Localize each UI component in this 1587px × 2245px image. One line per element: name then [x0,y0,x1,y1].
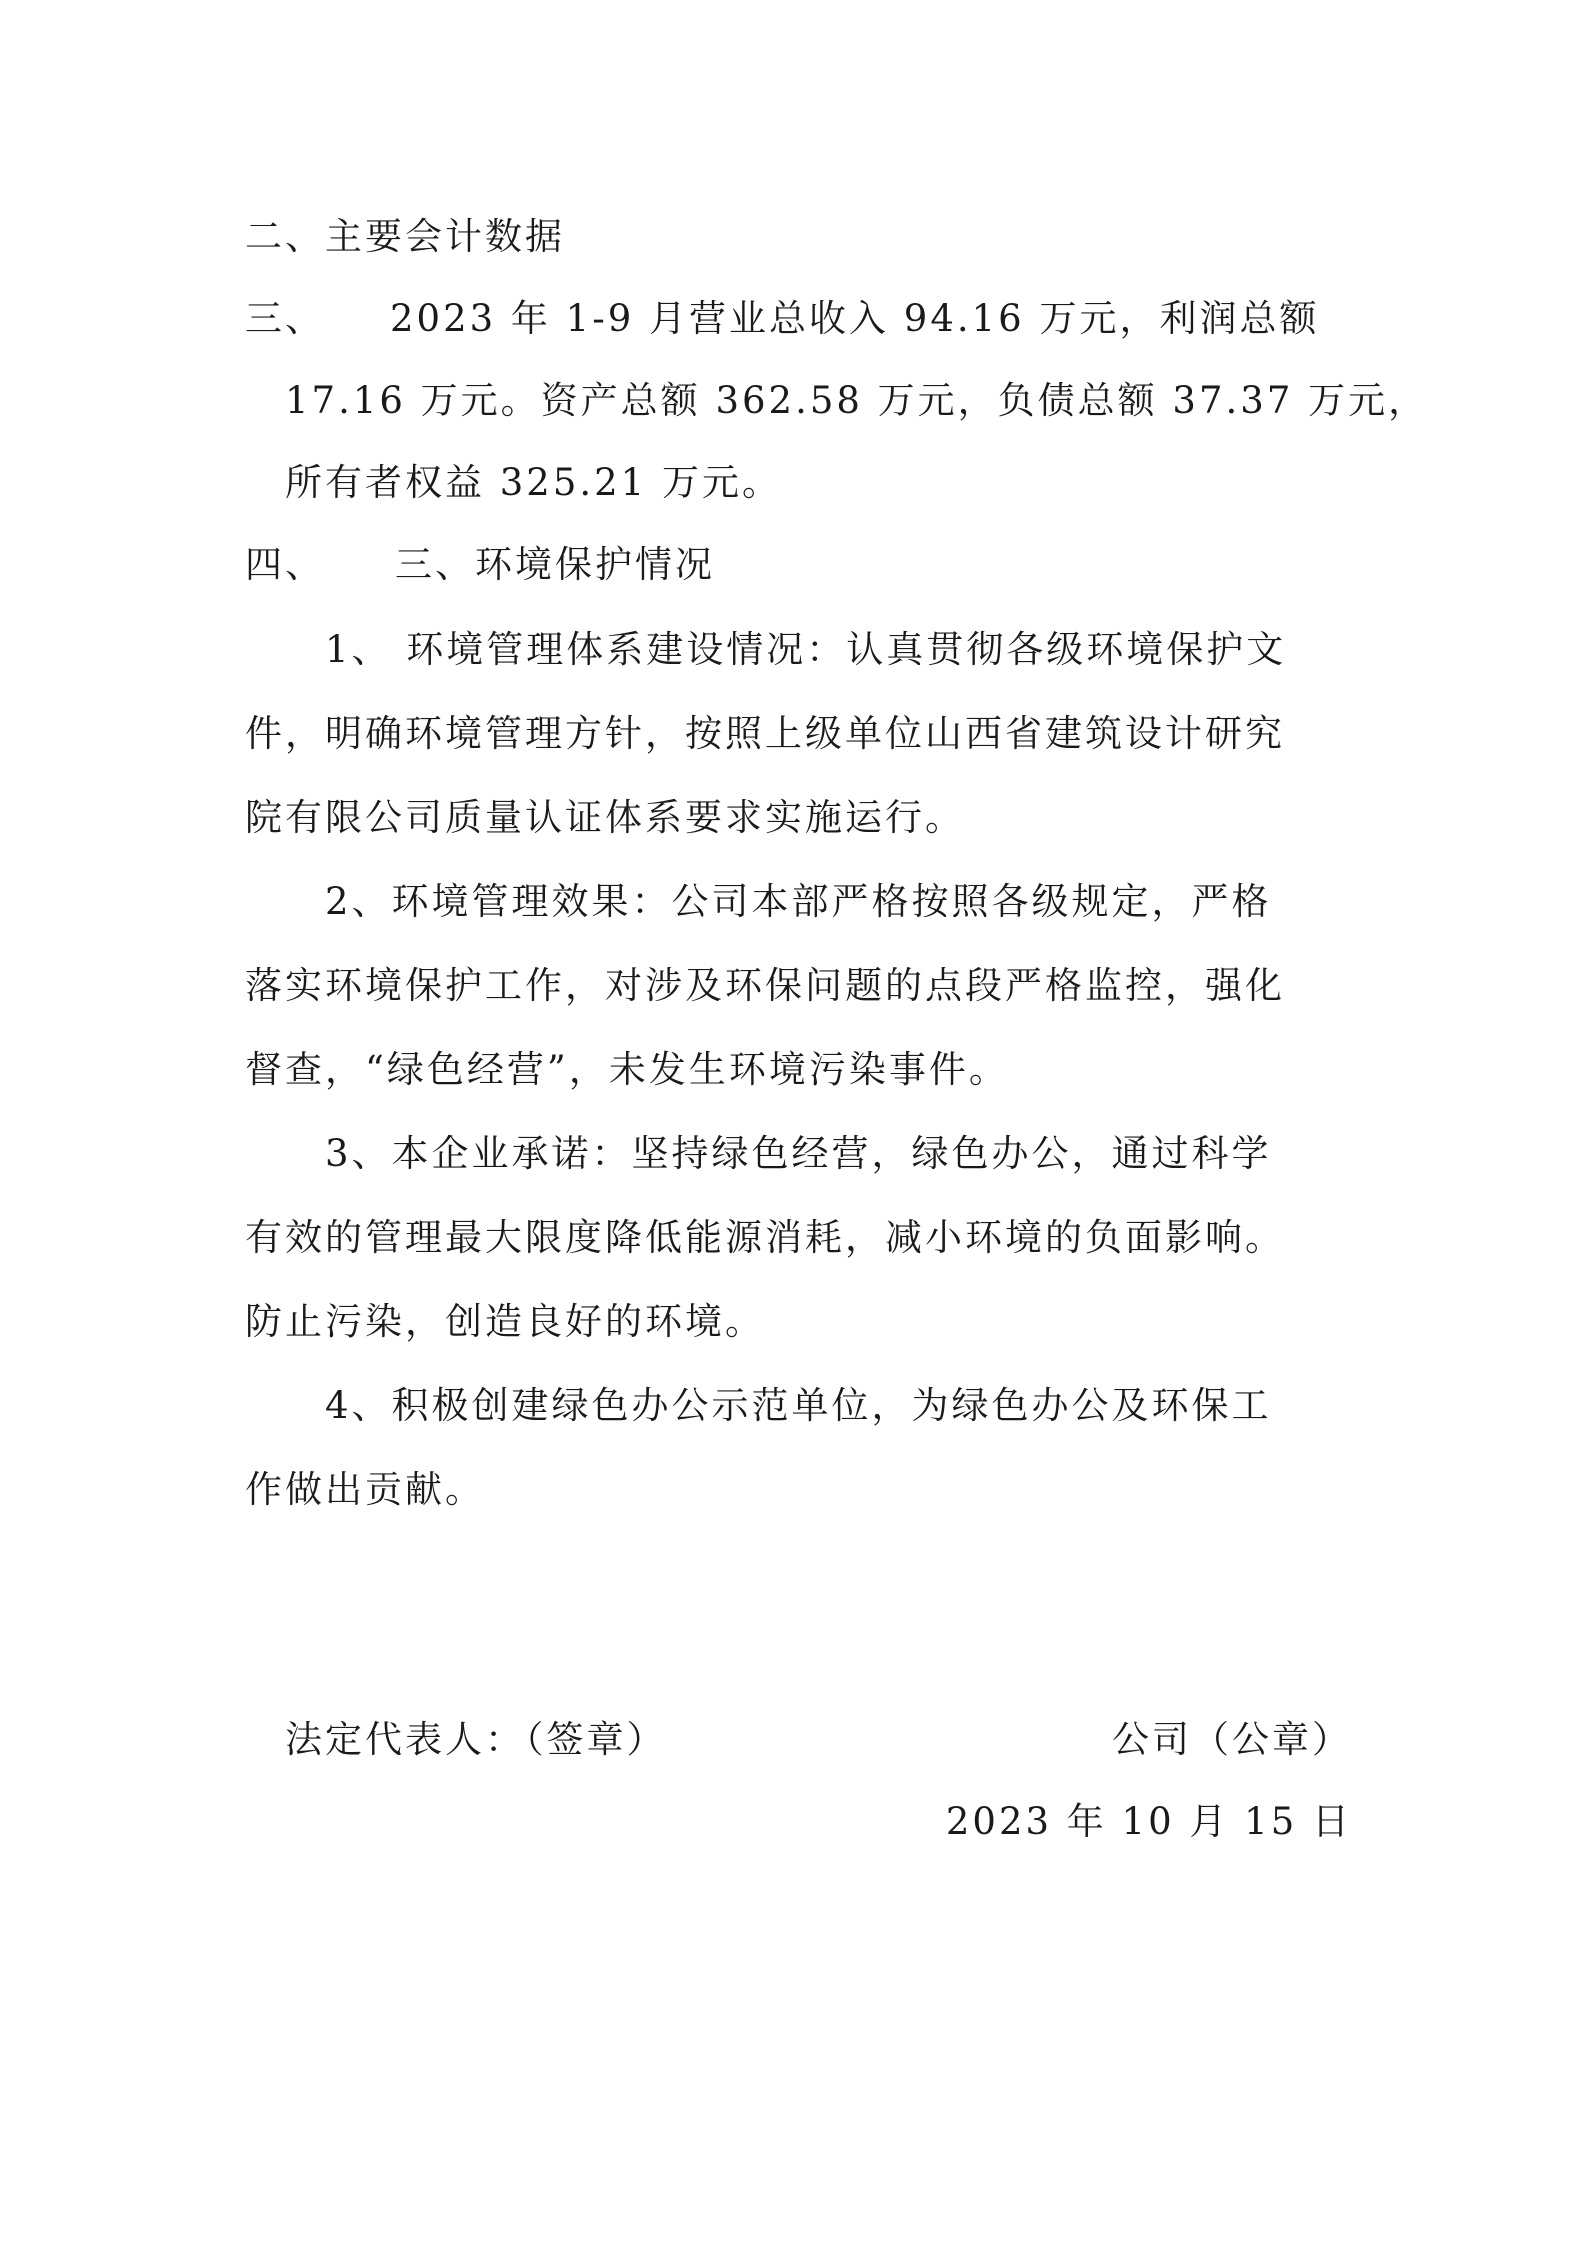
env-item-2-line-1: 2、环境管理效果：公司本部严格按照各级规定，严格 [325,880,1272,923]
section4-marker: 四、 [245,543,325,586]
section3-marker: 三、 [245,297,325,340]
company-seal: 公司（公章） [1112,1718,1352,1761]
section-heading-environment: 三、环境保护情况 [395,543,715,586]
env-item-3-line-1: 3、本企业承诺：坚持绿色经营，绿色办公，通过科学 [325,1132,1272,1175]
env-item-1-line-2: 件，明确环境管理方针，按照上级单位山西省建筑设计研究 [245,712,1285,755]
legal-representative-signature: 法定代表人：（签章） [285,1718,667,1761]
env-item-4-line-1: 4、积极创建绿色办公示范单位，为绿色办公及环保工 [325,1384,1272,1427]
env-item-1-line-1: 1、 环境管理体系建设情况：认真贯彻各级环境保护文 [325,628,1287,671]
financial-text-line-3: 所有者权益 325.21 万元。 [285,461,782,504]
env-item-1-line-3: 院有限公司质量认证体系要求实施运行。 [245,796,965,839]
env-item-4-line-2: 作做出贡献。 [245,1468,485,1511]
env-item-3-line-2: 有效的管理最大限度降低能源消耗，减小环境的负面影响。 [245,1216,1285,1259]
env-item-2-line-3: 督查，“绿色经营”，未发生环境污染事件。 [245,1048,1009,1091]
env-item-3-line-3: 防止污染，创造良好的环境。 [245,1300,765,1343]
section-heading-accounting-data: 二、主要会计数据 [245,215,565,258]
signature-date: 2023 年 10 月 15 日 [945,1800,1352,1843]
env-item-2-line-2: 落实环境保护工作，对涉及环保问题的点段严格监控，强化 [245,964,1285,1007]
financial-text-line-1: 2023 年 1-9 月营业总收入 94.16 万元，利润总额 [390,297,1320,340]
financial-text-line-2: 17.16 万元。资产总额 362.58 万元，负债总额 37.37 万元， [285,379,1429,422]
